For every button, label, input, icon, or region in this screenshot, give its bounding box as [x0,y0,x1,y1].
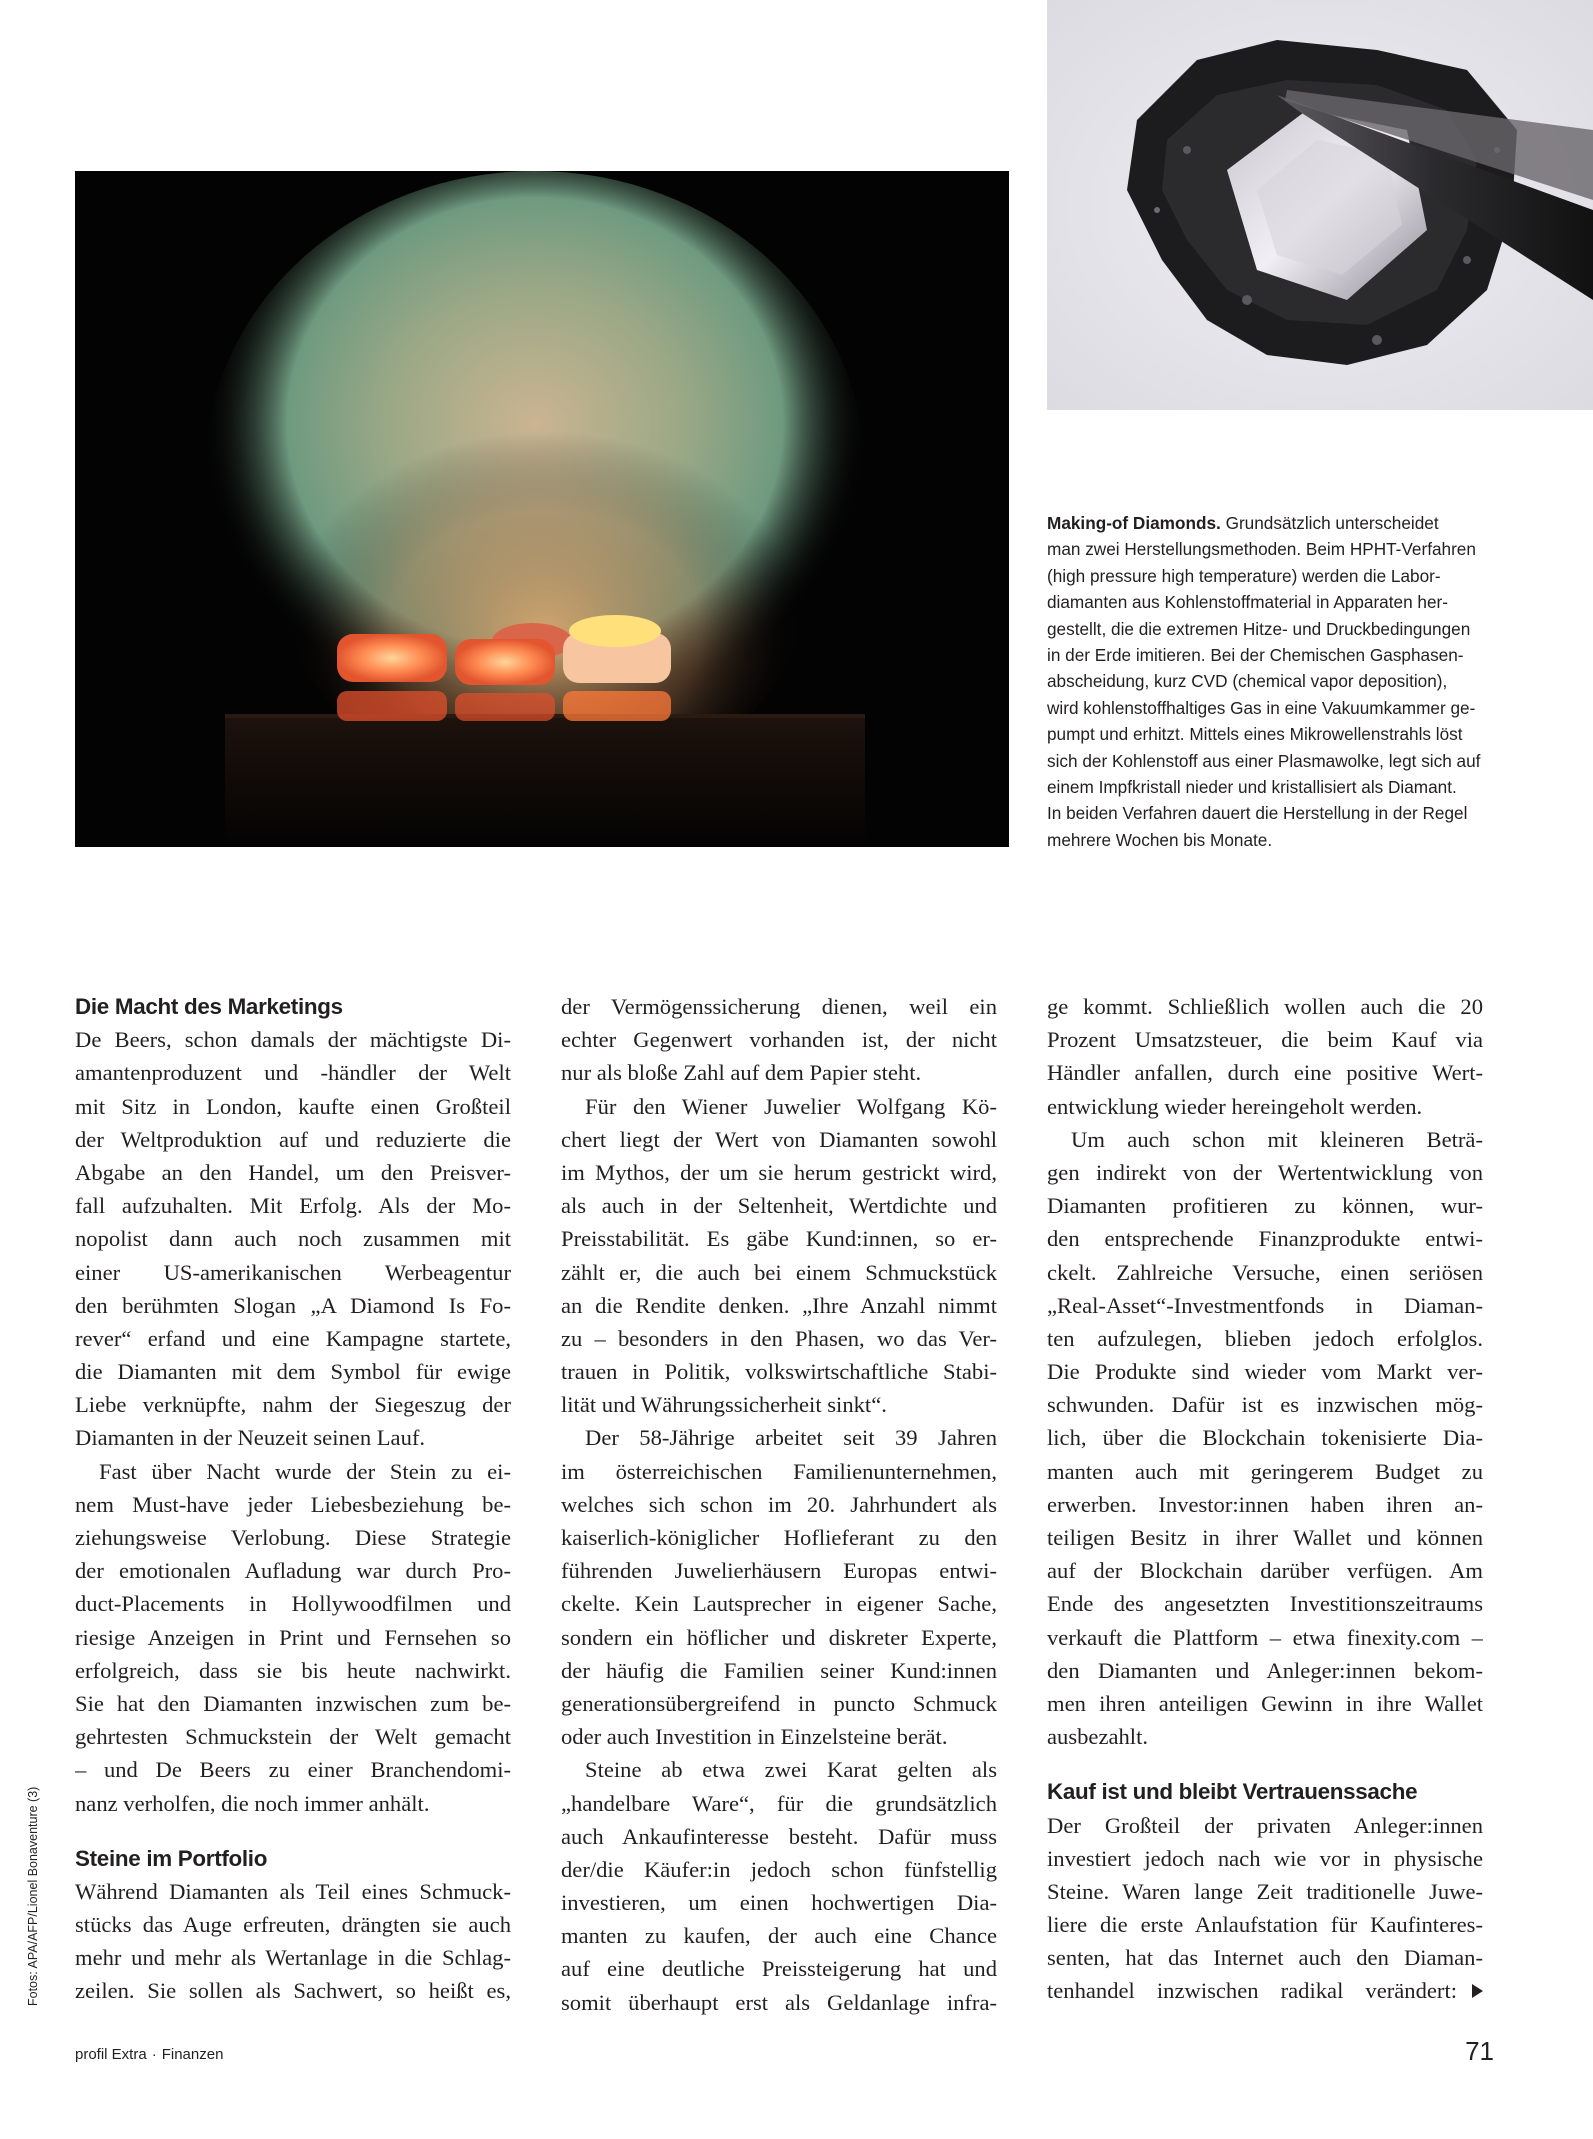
body-line: De Beers, schon damals der mächtigste Di- [75,1027,511,1053]
body-line: lität und Währungssicherheit sinkt“. [561,1392,887,1418]
caption-line: In beiden Verfahren dauert die Herstellung in der Regel [1047,803,1468,824]
body-line: riesige Anzeigen in Print und Fernsehen so [75,1624,511,1650]
body-line: men ihren anteiligen Gewinn in ihre Wallet [1047,1690,1483,1716]
article-column-1 [75,990,511,2008]
body-line: Der 58-Jährige arbeitet seit 39 Jahren [585,1425,997,1451]
body-line: ziehungsweise Verlobung. Diese Strategie [75,1525,511,1550]
body-line: Während Diamanten als Teil eines Schmuck- [75,1878,511,1904]
body-line: entwicklung wieder hereingeholt werden. [1047,1093,1423,1119]
body-line: manten auch mit geringerem Budget zu [1047,1458,1483,1484]
body-line: nopolist dann auch noch zusammen mit [75,1226,511,1252]
body-line: erwerben. Investor:innen haben ihren an- [1047,1491,1483,1517]
footer-publication [75,2046,223,2063]
body-line: trauen in Politik, volkswirtschaftliche Stabi- [561,1359,997,1385]
body-line: der häufig die Familien seiner Kund:innen [561,1657,997,1683]
section-heading-marketing: Die Macht des Marketings [75,994,343,1019]
body-line: duct-Placements in Hollywoodfilmen und [75,1591,511,1617]
body-line: Für den Wiener Juwelier Wolfgang Kö- [585,1093,997,1119]
body-line: zählt er, die auch bei einem Schmuckstück [561,1259,997,1285]
article-column-2 [561,990,997,2019]
body-line: Prozent Umsatzsteuer, die beim Kauf via [1047,1027,1483,1053]
caption-line: (high pressure high temperature) werden die Labor- [1047,565,1441,586]
body-line: einer US-amerikanischen Werbeagentur [75,1259,511,1285]
body-line: ten aufzulegen, blieben jedoch erfolglos. [1047,1325,1483,1351]
body-line: lich, über die Blockchain tokenisierte Dia- [1047,1425,1483,1451]
body-line: Preisstabilität. Es gäbe Kund:innen, so er- [561,1226,997,1252]
body-line: manten zu kaufen, der auch eine Chance [561,1923,997,1949]
body-line-text: tenhandel inzwischen radikal verändert: [1047,1978,1457,2004]
footer-separator: · [151,2046,157,2063]
caption-line [1047,510,1497,536]
caption-line: mehrere Wochen bis Monate. [1047,829,1273,850]
caption-text: Grundsätzlich unterscheidet [1225,513,1439,533]
body-line: der Vermögenssicherung dienen, weil ein [561,994,997,1019]
body-line: nanz verholfen, die noch immer anhält. [75,1790,430,1816]
body-line: mit Sitz in London, kaufte einen Großteil [75,1093,511,1119]
body-line: – und De Beers zu einer Branchendomi- [75,1757,511,1783]
body-line: investiert jedoch nach wie vor in physische [1047,1845,1483,1871]
body-line: Sie hat den Diamanten inzwischen zum be- [75,1690,511,1716]
body-line: somit überhaupt erst als Geldanlage infra- [561,1989,997,2015]
section-heading-portfolio: Steine im Portfolio [75,1845,268,1871]
body-line: führenden Juwelierhäusern Europas entwi- [561,1558,997,1584]
body-line: teiligen Besitz in ihrer Wallet und können [1047,1525,1483,1550]
body-line: im Mythos, der um sie herum gestrickt wird, [561,1159,997,1185]
photo-cvd-crystal [1047,0,1593,410]
body-line: Diamanten in der Neuzeit seinen Lauf. [75,1425,426,1451]
body-line: „handelbare Ware“, für die grundsätzlich [561,1790,997,1816]
body-line: Diamanten profitieren zu können, wur- [1047,1193,1483,1219]
section-heading-trust: Kauf ist und bleibt Vertrauenssache [1047,1779,1418,1805]
body-line: den Diamanten und Anleger:innen bekom- [1047,1657,1483,1683]
body-line: chert liegt der Wert von Diamanten sowohl [561,1126,997,1152]
body-line: an die Rendite denken. „Ihre Anzahl nimmt [561,1292,997,1318]
caption-line: man zwei Herstellungsmethoden. Beim HPHT-Verfahren [1047,539,1476,560]
caption-title: Making-of Diamonds. [1047,513,1221,533]
body-line: die Diamanten mit dem Symbol für ewige [75,1359,511,1385]
body-line: den entsprechende Finanzprodukte entwi- [1047,1226,1483,1252]
caption-line: diamanten aus Kohlenstoffmaterial in Apparaten her- [1047,592,1448,613]
photo-caption [1047,510,1497,853]
article-column-3 [1047,990,1483,2008]
body-line: stücks das Auge erfreuten, drängten sie auch [75,1912,511,1938]
photo-credit: Fotos: APA/AFP/Lionel Bonaventure (3) [26,1786,40,2006]
body-line: auf eine deutliche Preissteigerung hat und [561,1956,997,1982]
body-line: ckelt. Zahlreiche Versuche, einen seriösen [1047,1259,1483,1285]
caption-line: gestellt, die die extremen Hitze- und Druckbedingungen [1047,618,1471,639]
body-line: Liebe verknüpfte, nahm der Siegeszug der [75,1392,511,1418]
body-line: der/die Käufer:in jedoch schon fünfstellig [561,1856,997,1882]
body-line: ge kommt. Schließlich wollen auch die 20 [1047,994,1483,1019]
body-line: den berühmten Slogan „A Diamond Is Fo- [75,1292,511,1318]
body-line: senten, hat das Internet auch den Diaman- [1047,1945,1483,1971]
body-line: Der Großteil der privaten Anleger:innen [1047,1812,1483,1838]
body-line: ausbezahlt. [1047,1724,1148,1750]
body-line: Steine ab etwa zwei Karat gelten als [585,1757,997,1783]
body-line: „Real-Asset“-Investmentfonds in Diaman- [1047,1292,1483,1318]
body-line: als auch in der Seltenheit, Wertdichte und [561,1193,997,1219]
caption-line: pumpt und erhitzt. Mittels eines Mikrowellenstrahls löst [1047,724,1463,745]
body-line: der Weltproduktion auf und reduzierte die [75,1126,511,1152]
body-line: oder auch Investition in Einzelsteine berät. [561,1724,948,1750]
body-line: verkauft die Plattform – etwa finexity.com – [1047,1624,1483,1650]
body-line: zeilen. Sie sollen als Sachwert, so heißt es, [75,1978,511,2004]
body-line: Händler anfallen, durch eine positive Wert- [1047,1060,1483,1086]
caption-line: wird kohlenstoffhaltiges Gas in eine Vakuumkammer ge- [1047,697,1476,718]
page-number: 71 [1465,2036,1494,2066]
body-line: auch Ankaufinteresse besteht. Dafür muss [561,1823,997,1849]
body-line: kaiserlich-königlicher Hoflieferant zu den [561,1525,997,1550]
body-line: auf der Blockchain darüber verfügen. Am [1047,1558,1483,1584]
body-line: gen indirekt von der Wertentwicklung von [1047,1159,1483,1185]
body-line: generationsübergreifend in puncto Schmuck [561,1690,997,1716]
caption-line: einem Impfkristall nieder und kristallisiert als Diamant. [1047,777,1457,798]
body-line: gehrtesten Schmuckstein der Welt gemacht [75,1724,511,1750]
caption-line: sich der Kohlenstoff aus einer Plasmawolke, legt sich auf [1047,750,1481,771]
body-line: erfolgreich, dass sie bis heute nachwirkt. [75,1657,511,1683]
caption-line: abscheidung, kurz CVD (chemical vapor deposition), [1047,671,1448,692]
body-line: Ende des angesetzten Investitionszeitraums [1047,1591,1483,1617]
body-line: zu – besonders in den Phasen, wo das Ver- [561,1325,997,1351]
body-line: Um auch schon mit kleineren Beträ- [1071,1126,1483,1152]
body-line: echter Gegenwert vorhanden ist, der nicht [561,1027,997,1053]
body-line: sondern ein höflicher und diskreter Experte, [561,1624,997,1650]
caption-line: in der Erde imitieren. Bei der Chemischen Gasphasen- [1047,645,1464,666]
body-line: welches sich schon im 20. Jahrhundert als [561,1491,997,1517]
footer-section: Finanzen [161,2046,224,2063]
photo-lab-furnace [75,171,1009,847]
body-line: liere die erste Anlaufstation für Kaufinteres- [1047,1912,1483,1938]
body-line: im österreichischen Familienunternehmen, [561,1458,997,1484]
body-line: rever“ erfand und eine Kampagne startete, [75,1325,511,1351]
body-line: Abgabe an den Handel, um den Preisver- [75,1159,511,1185]
body-line: nem Must-have jeder Liebesbeziehung be- [75,1491,511,1517]
body-line: der emotionalen Aufladung war durch Pro- [75,1558,511,1584]
body-line: mehr und mehr als Wertanlage in die Schlag- [75,1945,511,1971]
body-line: amantenproduzent und -händler der Welt [75,1060,511,1086]
body-line: ckelte. Kein Lautsprecher in eigener Sache, [561,1591,997,1617]
body-line: Steine. Waren lange Zeit traditionelle Juwe- [1047,1878,1483,1904]
body-line: nur als bloße Zahl auf dem Papier steht. [561,1060,922,1086]
body-line: fall aufzuhalten. Mit Erfolg. Als der Mo- [75,1193,511,1219]
body-line: Die Produkte sind wieder vom Markt ver- [1047,1359,1483,1385]
footer-magazine: profil Extra [75,2046,147,2063]
triangle-right-icon [1472,1984,1483,1998]
body-line-continued [1047,1974,1483,2007]
body-line: Fast über Nacht wurde der Stein zu ei- [99,1458,511,1484]
body-line: schwunden. Dafür ist es inzwischen mög- [1047,1392,1483,1418]
body-line: investieren, um einen hochwertigen Dia- [561,1890,997,1916]
